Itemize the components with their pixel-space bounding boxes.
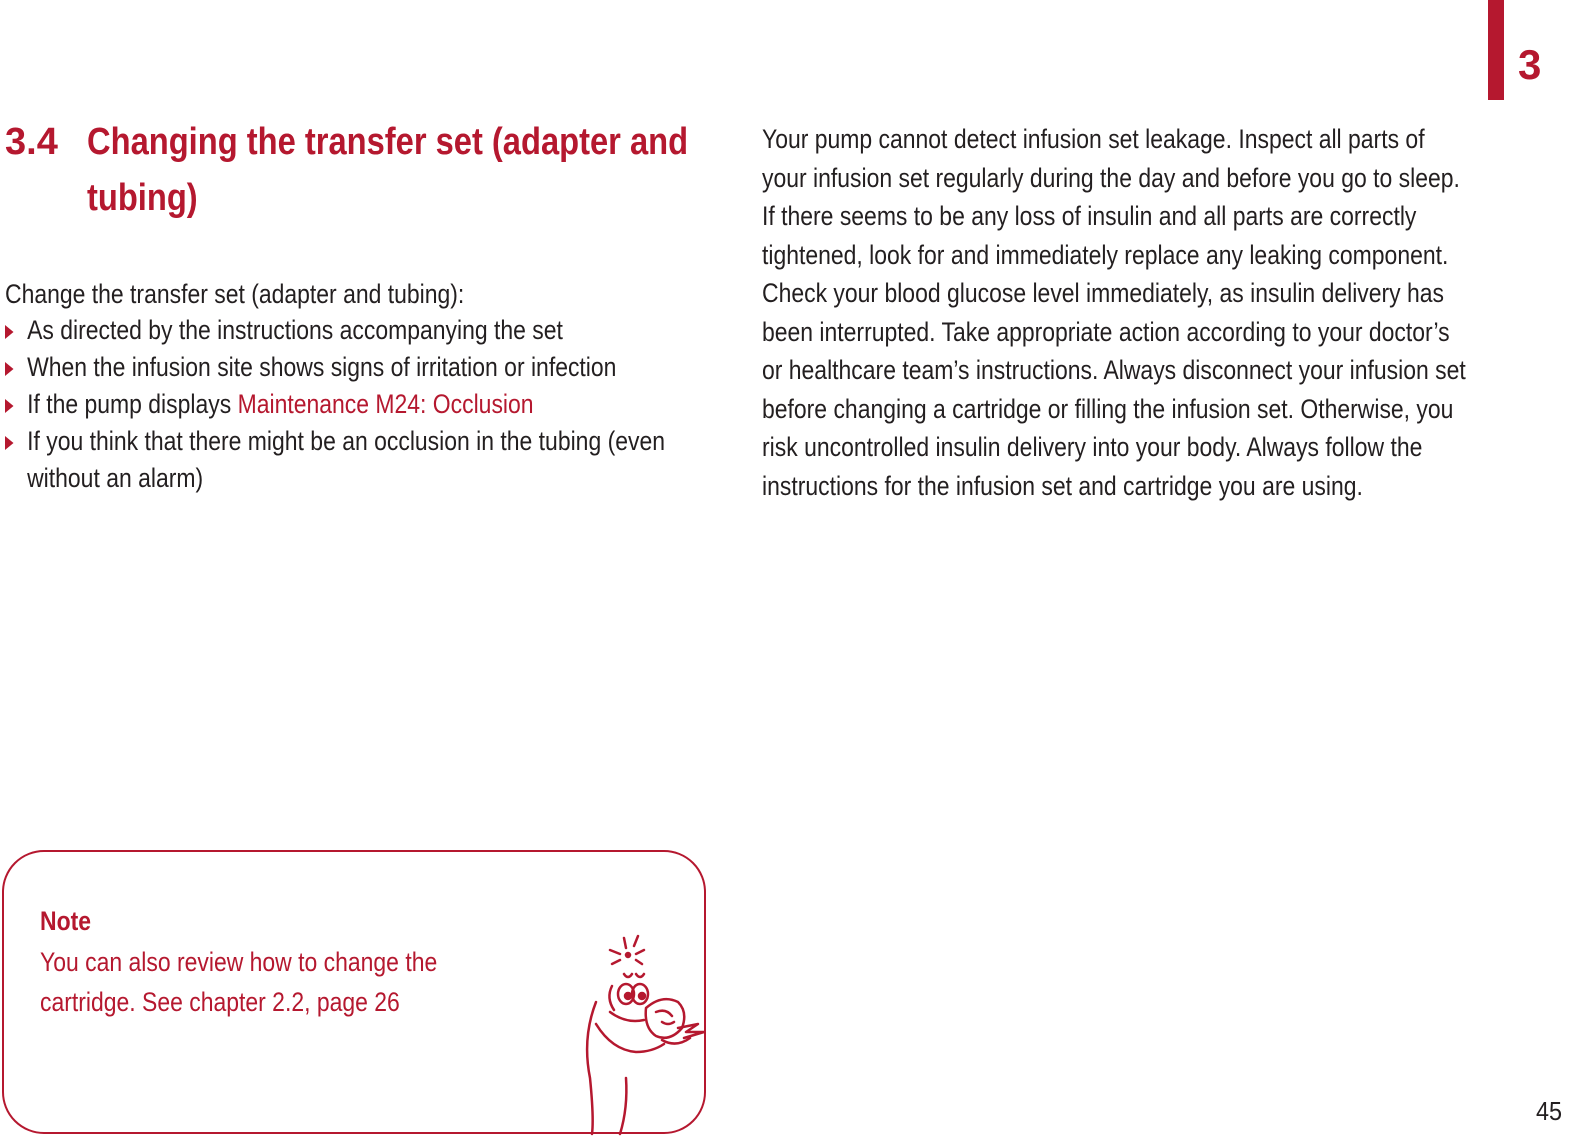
triangle-bullet-icon xyxy=(5,399,14,413)
list-item xyxy=(5,423,702,497)
triangle-bullet-icon xyxy=(5,362,14,376)
list-item-text: As directed by the instructions accompanying the set xyxy=(27,315,563,345)
chapter-marker-bar xyxy=(1488,0,1504,100)
bullet-list xyxy=(5,312,702,497)
list-item-text: If you think that there might be an occlusion in the tubing (even without an alarm) xyxy=(27,426,665,493)
triangle-bullet-icon xyxy=(5,325,14,339)
note-box xyxy=(2,850,706,1134)
chapter-number: 3 xyxy=(1518,41,1542,88)
list-item xyxy=(5,386,702,423)
list-item-text: When the infusion site shows signs of irritation or infection xyxy=(27,352,617,382)
page-number: 45 xyxy=(1536,1096,1563,1126)
note-text: You can also review how to change the cartridge. See chapter 2.2, page 26 xyxy=(40,947,438,1017)
section-title: Changing the transfer set (adapter and tubing) xyxy=(87,121,689,219)
list-item-text: If the pump displays xyxy=(27,389,238,419)
list-item xyxy=(5,312,702,349)
mascot-illustration-icon xyxy=(566,928,716,1136)
note-title: Note xyxy=(40,906,91,936)
list-item xyxy=(5,349,702,386)
pump-message-reference: Maintenance M24: Occlusion xyxy=(237,389,534,419)
warning-paragraph: Your pump cannot detect infusion set leakage. Inspect all parts of your infusion set regularly during the day and before you go to sleep. If there seems to be any loss of insulin and all parts are correctly tightened, look for and immediately replace any leaking component. Check your blood glucose level immediately, as insulin delivery has been interrupted. Take appropriate action according to your doctor’s or healthcare team’s instructions. Always disconnect your infusion set before changing a cartridge or filling the infusion set. Otherwise, you risk uncontrolled insulin delivery into your body. Always follow the instructions for the infusion set and cartridge you are using. xyxy=(762,124,1466,501)
intro-text: Change the transfer set (adapter and tubing): xyxy=(5,279,465,309)
triangle-bullet-icon xyxy=(5,436,14,450)
section-number: 3.4 xyxy=(5,121,58,163)
